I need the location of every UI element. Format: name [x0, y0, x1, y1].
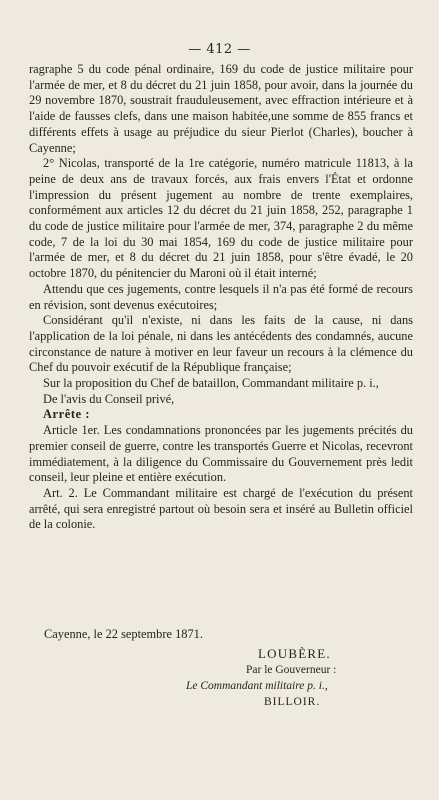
article-1: Article 1er. Les condamnations prononcées par les jugements précités du premier conseil de guerre, contre les transportés Guerre et Nicolas, recevront immédiatement, à la diligence du Commissaire du Gouvernement près ledit conseil, leur pleine et entière exécution. — [29, 423, 413, 485]
signature-role: Le Commandant militaire p. i., — [186, 680, 328, 692]
signature-countersign: BILLOIR. — [264, 696, 321, 708]
article-2: Art. 2. Le Commandant militaire est chargé de l'exécution du présent arrêté, qui sera enregistré partout où besoin sera et inséré au Bulletin officiel de la colonie. — [29, 485, 413, 532]
paragraph-avis: De l'avis du Conseil privé, — [43, 391, 175, 406]
date-line: Cayenne, le 22 septembre 1871. — [44, 627, 203, 641]
paragraph-continuation: ragraphe 5 du code pénal ordinaire, 169 du code de justice militaire pour l'armée de mer, et 8 du décret du 21 juin 1858, pour avoir, dans la journée du 29 novembre 1870, soustrait frauduleusement, avec effraction intérieure et à l'aide de fausses clefs, dans une maison habitée,une somme de 855 francs et différents effets à usage au préjudice du sieur Pierlot (Charles), boucher à Cayenne; — [29, 62, 413, 155]
arrete-label: Arrête : — [43, 407, 91, 422]
page-number: — 412 — — [188, 42, 251, 57]
paragraph-proposition: Sur la proposition du Chef de bataillon, Commandant militaire p. i., — [43, 376, 379, 391]
signature-name: LOUBÈRE. — [258, 646, 331, 661]
paragraph-considerant: Considérant qu'il n'existe, ni dans les faits de la cause, ni dans l'application de la loi pénale, ni dans les antécédents des condamnés, aucune circonstance de nature à motiver en leur faveur un recours à la clémence du Chef du pouvoir exécutif de la République française; — [29, 313, 413, 375]
body-text — [29, 62, 413, 533]
paragraph-nicolas: 2° Nicolas, transporté de la 1re catégorie, numéro matricule 11813, à la peine de deux ans de travaux forcés, aux frais envers l'État et ordonne l'impression du présent jugement au nombre de trente exemplaires, conformément aux articles 12 du décret du 21 juin 1858, 252, paragraphe 1 du code de justice militaire pour l'armée de mer, 374, paragraphe 2 du même code, 7 de la loi du 30 mai 1854, 169 du code de justice militaire pour l'armée de mer, et 8 du décret du 21 juin 1858, pour s'être évadé, le 20 octobre 1870, du pénitencier du Maroni où il était interné; — [29, 156, 413, 281]
signature-par: Par le Gouverneur : — [246, 664, 337, 676]
paragraph-attendu: Attendu que ces jugements, contre lesquels il n'a pas été formé de recours en révision, sont devenus exécutoires; — [29, 281, 413, 312]
